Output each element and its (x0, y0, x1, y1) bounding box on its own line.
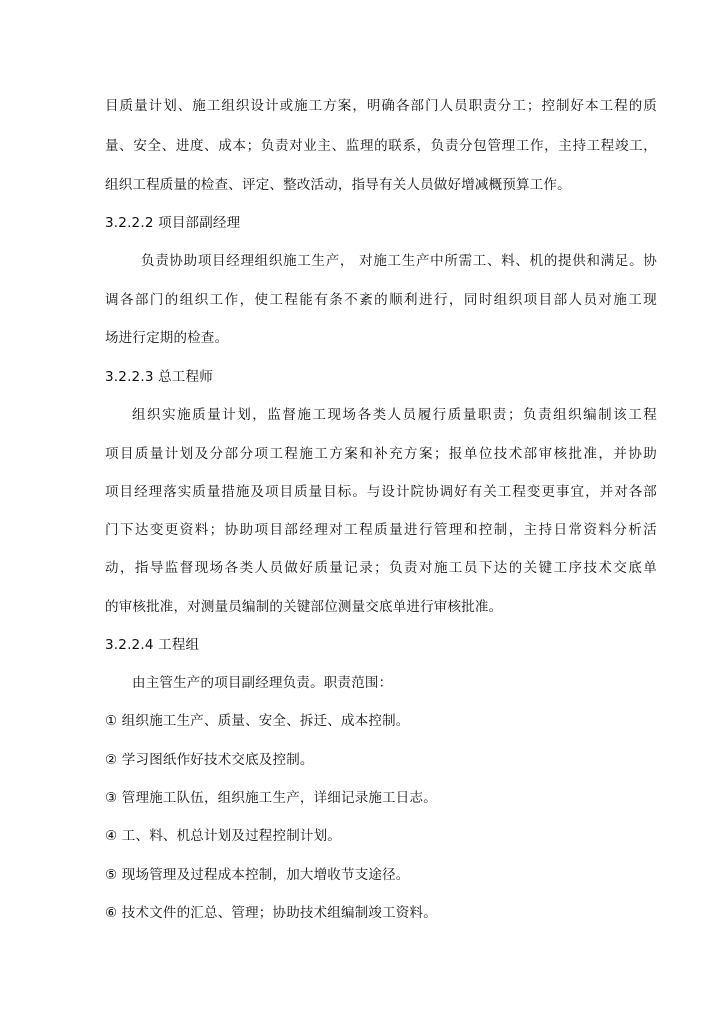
paragraph-line: 的审核批准，对测量员编制的关键部位测量交底单进行审核批准。 (105, 599, 503, 615)
list-item: ④ 工、料、机总计划及过程控制计划。 (105, 828, 341, 844)
list-item: ① 组织施工生产、质量、安全、拆迁、成本控制。 (105, 713, 410, 729)
paragraph-line: 门下达变更资料；协助项目部经理对工程质量进行管理和控制，主持日常资料分析活 (105, 522, 657, 538)
paragraph-line: 量、安全、进度、成本；负责对业主、监理的联系，负责分包管理工作，主持工程竣工， (105, 138, 657, 154)
list-item: ⑥ 技术文件的汇总、管理；协助技术组编制竣工资料。 (105, 905, 437, 921)
paragraph-line: 组织工程质量的检查、评定、整改活动，指导有关人员做好增减概预算工作。 (105, 177, 571, 193)
section-heading-3-2-2-4: 3.2.2.4 工程组 (105, 637, 200, 653)
paragraph-line: 项目质量计划及分部分项工程施工方案和补充方案；报单位技术部审核批准，并协助 (105, 446, 657, 462)
section-heading-3-2-2-2: 3.2.2.2 项目部副经理 (105, 215, 241, 231)
paragraph-line: 动，指导监督现场各类人员做好质量记录；负责对施工员下达的关键工序技术交底单 (105, 560, 657, 576)
paragraph-line: 项目经理落实质量措施及项目质量目标。与设计院协调好有关工程变更事宜，并对各部 (105, 484, 657, 500)
paragraph-line: 调各部门的组织工作，使工程能有条不紊的顺利进行，同时组织项目部人员对施工现 (105, 292, 657, 308)
section-heading-3-2-2-3: 3.2.2.3 总工程师 (105, 369, 213, 385)
section-intro: 由主管生产的项目副经理负责。职责范围： (132, 675, 393, 691)
list-item: ⑤ 现场管理及过程成本控制，加大增收节支途径。 (105, 867, 410, 883)
list-item: ③ 管理施工队伍，组织施工生产，详细记录施工日志。 (105, 790, 437, 806)
paragraph-line: 目质量计划、施工组织设计或施工方案，明确各部门人员职责分工；控制好本工程的质 (105, 98, 657, 114)
paragraph-line: 负责协助项目经理组织施工生产， 对施工生产中所需工、料、机的提供和满足。协 (141, 253, 657, 269)
paragraph-line: 场进行定期的检查。 (105, 330, 229, 346)
paragraph-line: 组织实施质量计划，监督施工现场各类人员履行质量职责；负责组织编制该工程 (132, 407, 657, 423)
list-item: ② 学习图纸作好技术交底及控制。 (105, 752, 314, 768)
